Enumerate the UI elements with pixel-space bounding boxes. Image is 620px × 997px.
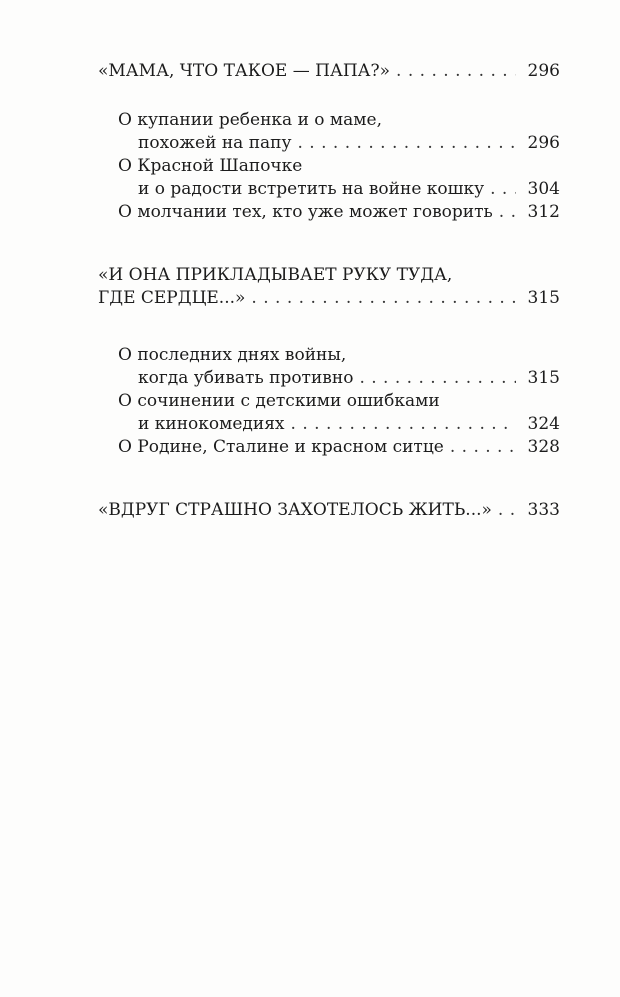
toc-entry[interactable] <box>118 201 560 224</box>
subentry-title-line[interactable]: О последних днях войны, <box>118 345 347 365</box>
dot-leader <box>251 287 516 310</box>
chapter-title-line[interactable]: «И ОНА ПРИКЛАДЫВАЕТ РУКУ ТУДА, <box>98 265 453 285</box>
dot-leader <box>298 132 517 155</box>
toc-entry[interactable] <box>98 60 560 83</box>
toc-entry[interactable] <box>98 499 560 522</box>
page-number: 312 <box>527 202 560 222</box>
subentry-title-line: похожей на папу <box>138 133 292 153</box>
chapter-title: «ВДРУГ СТРАШНО ЗАХОТЕЛОСЬ ЖИТЬ...» <box>98 500 492 520</box>
toc-entry[interactable] <box>138 367 560 390</box>
toc-entry[interactable] <box>138 132 560 155</box>
dot-leader <box>490 178 516 201</box>
page-number: 324 <box>527 414 560 434</box>
dot-leader <box>498 499 516 522</box>
subentry-title-line: и о радости встретить на войне кошку <box>138 179 485 199</box>
subentry-title-line: когда убивать противно <box>138 368 354 388</box>
dot-leader <box>499 201 516 224</box>
page-number: 328 <box>527 437 560 457</box>
page-number: 315 <box>527 368 560 388</box>
page-number: 296 <box>527 133 560 153</box>
toc-part-1-items <box>118 109 560 224</box>
toc-part-2 <box>98 264 560 310</box>
toc-part-2-items <box>118 344 560 459</box>
dot-leader <box>359 367 516 390</box>
subentry-title-line[interactable]: О купании ребенка и о маме, <box>118 110 382 130</box>
chapter-title: «МАМА, ЧТО ТАКОЕ — ПАПА?» <box>98 61 391 81</box>
toc-part-1 <box>98 60 560 83</box>
toc-entry[interactable] <box>138 178 560 201</box>
chapter-title-line: ГДЕ СЕРДЦЕ...» <box>98 288 246 308</box>
subentry-title-line[interactable]: О сочинении с детскими ошибками <box>118 391 440 411</box>
table-of-contents <box>98 60 560 522</box>
toc-entry[interactable] <box>98 287 560 310</box>
subentry-title-line[interactable]: О Красной Шапочке <box>118 156 303 176</box>
toc-entry[interactable] <box>118 436 560 459</box>
toc-entry[interactable] <box>138 413 560 436</box>
subentry-title: О молчании тех, кто уже может говорить <box>118 202 493 222</box>
toc-part-3 <box>98 499 560 522</box>
page-number: 315 <box>527 288 560 308</box>
dot-leader <box>396 60 516 83</box>
dot-leader <box>291 413 516 436</box>
subentry-title-line: и кинокомедиях <box>138 414 285 434</box>
page-number: 333 <box>527 500 560 520</box>
page-number: 296 <box>527 61 560 81</box>
page-number: 304 <box>527 179 560 199</box>
dot-leader <box>450 436 516 459</box>
subentry-title: О Родине, Сталине и красном ситце <box>118 437 444 457</box>
